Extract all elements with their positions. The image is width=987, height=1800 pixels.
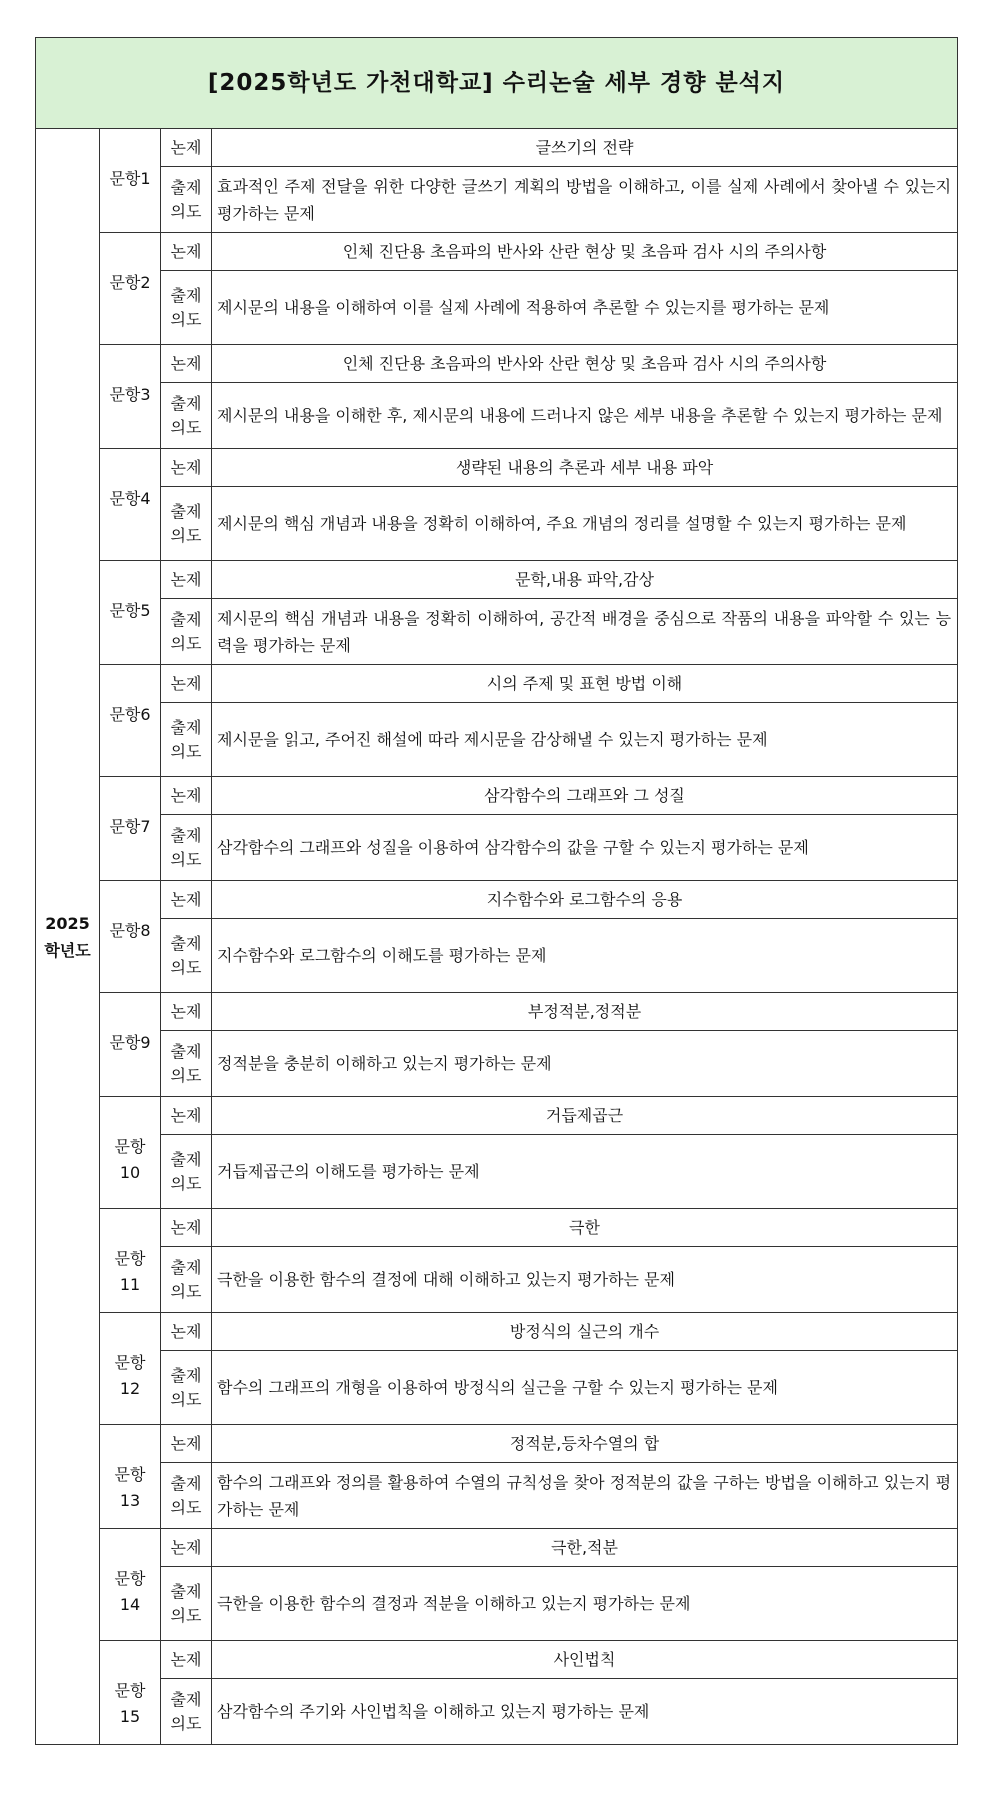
- item-label: [100, 1425, 161, 1529]
- intent-text: 함수의 그래프의 개형을 이용하여 방정식의 실근을 구할 수 있는지 평가하는 문제: [212, 1351, 958, 1425]
- topic-label: 논제: [161, 881, 212, 919]
- item-intent-row: [36, 919, 958, 993]
- intent-label-text: 출제: [170, 1473, 202, 1493]
- item-label-text: 문항7: [109, 817, 151, 836]
- intent-text: 제시문의 핵심 개념과 내용을 정확히 이해하여, 공간적 배경을 중심으로 작품의 내용을 파악할 수 있는 능력을 평가하는 문제: [212, 599, 958, 665]
- item-topic-row: [36, 1425, 958, 1463]
- intent-label-text: 의도: [170, 1389, 202, 1409]
- intent-label-text: 출제: [170, 177, 202, 197]
- item-label: [100, 1209, 161, 1313]
- topic-text: 극한,적분: [212, 1529, 958, 1567]
- item-intent-row: [36, 487, 958, 561]
- item-label-text: 10: [119, 1163, 141, 1182]
- intent-label-text: 출제: [170, 1041, 202, 1061]
- item-label: [100, 881, 161, 993]
- item-topic-row: [36, 881, 958, 919]
- item-label-text: 문항3: [109, 385, 151, 404]
- topic-label: 논제: [161, 129, 212, 167]
- intent-label-text: 출제: [170, 717, 202, 737]
- item-intent-row: [36, 1679, 958, 1745]
- item-label-text: 문항2: [109, 273, 151, 292]
- topic-label: 논제: [161, 665, 212, 703]
- intent-label: [161, 919, 212, 993]
- analysis-sheet: [35, 37, 957, 1745]
- item-label: [100, 561, 161, 665]
- intent-label-text: 출제: [170, 1149, 202, 1169]
- intent-label: [161, 1247, 212, 1313]
- item-label-text: 문항: [114, 1353, 146, 1372]
- item-label-text: 14: [119, 1595, 141, 1614]
- item-intent-row: [36, 1135, 958, 1209]
- intent-label-text: 의도: [170, 957, 202, 977]
- intent-label-text: 의도: [170, 849, 202, 869]
- item-topic-row: [36, 777, 958, 815]
- item-label: [100, 1529, 161, 1641]
- intent-label-text: 의도: [170, 1065, 202, 1085]
- intent-label: [161, 1031, 212, 1097]
- topic-label: 논제: [161, 561, 212, 599]
- topic-text: 시의 주제 및 표현 방법 이해: [212, 665, 958, 703]
- topic-text: 글쓰기의 전략: [212, 129, 958, 167]
- item-topic-row: [36, 129, 958, 167]
- intent-label: [161, 167, 212, 233]
- topic-text: 인체 진단용 초음파의 반사와 산란 현상 및 초음파 검사 시의 주의사항: [212, 233, 958, 271]
- intent-text: 효과적인 주제 전달을 위한 다양한 글쓰기 계획의 방법을 이해하고, 이를 실제 사례에서 찾아낼 수 있는지 평가하는 문제: [212, 167, 958, 233]
- topic-label: 논제: [161, 449, 212, 487]
- intent-text: 제시문의 핵심 개념과 내용을 정확히 이해하여, 주요 개념의 정리를 설명할 수 있는지 평가하는 문제: [212, 487, 958, 561]
- intent-label-text: 의도: [170, 1281, 202, 1301]
- intent-label: [161, 1463, 212, 1529]
- intent-label-text: 출제: [170, 1689, 202, 1709]
- item-intent-row: [36, 703, 958, 777]
- item-topic-row: [36, 345, 958, 383]
- item-topic-row: [36, 993, 958, 1031]
- item-topic-row: [36, 1097, 958, 1135]
- topic-label: 논제: [161, 233, 212, 271]
- item-label-text: 문항: [114, 1465, 146, 1484]
- item-label-text: 문항: [114, 1681, 146, 1700]
- topic-label: 논제: [161, 1529, 212, 1567]
- intent-text: 정적분을 충분히 이해하고 있는지 평가하는 문제: [212, 1031, 958, 1097]
- topic-text: 부정적분,정적분: [212, 993, 958, 1031]
- item-label-text: 문항: [114, 1249, 146, 1268]
- item-intent-row: [36, 1247, 958, 1313]
- intent-label-text: 출제: [170, 501, 202, 521]
- item-intent-row: [36, 1031, 958, 1097]
- intent-label-text: 출제: [170, 1365, 202, 1385]
- intent-label: [161, 1679, 212, 1745]
- intent-text: 거듭제곱근의 이해도를 평가하는 문제: [212, 1135, 958, 1209]
- item-intent-row: [36, 815, 958, 881]
- intent-label: [161, 383, 212, 449]
- item-label: [100, 1097, 161, 1209]
- intent-label-text: 의도: [170, 1173, 202, 1193]
- topic-text: 정적분,등차수열의 합: [212, 1425, 958, 1463]
- item-label: [100, 129, 161, 233]
- year-label: 2025: [45, 913, 90, 933]
- item-label: [100, 993, 161, 1097]
- intent-label-text: 의도: [170, 201, 202, 221]
- intent-label-text: 의도: [170, 1497, 202, 1517]
- topic-label: 논제: [161, 345, 212, 383]
- topic-label: 논제: [161, 1313, 212, 1351]
- topic-label: 논제: [161, 1425, 212, 1463]
- intent-label-text: 출제: [170, 285, 202, 305]
- topic-text: 문학,내용 파악,감상: [212, 561, 958, 599]
- topic-text: 인체 진단용 초음파의 반사와 산란 현상 및 초음파 검사 시의 주의사항: [212, 345, 958, 383]
- item-label-text: 문항1: [109, 169, 151, 188]
- item-topic-row: [36, 233, 958, 271]
- intent-label-text: 의도: [170, 525, 202, 545]
- item-label-text: 문항5: [109, 601, 151, 620]
- item-label-text: 문항: [114, 1137, 146, 1156]
- topic-text: 거듭제곱근: [212, 1097, 958, 1135]
- item-topic-row: [36, 1313, 958, 1351]
- item-label-text: 문항: [114, 1569, 146, 1588]
- item-label-text: 문항4: [109, 489, 151, 508]
- intent-label-text: 의도: [170, 1713, 202, 1733]
- item-label-text: 12: [119, 1379, 141, 1398]
- item-label: [100, 345, 161, 449]
- topic-text: 삼각함수의 그래프와 그 성질: [212, 777, 958, 815]
- intent-label: [161, 1567, 212, 1641]
- intent-label: [161, 1351, 212, 1425]
- topic-text: 사인법칙: [212, 1641, 958, 1679]
- item-topic-row: [36, 1641, 958, 1679]
- intent-label-text: 의도: [170, 633, 202, 653]
- topic-text: 방정식의 실근의 개수: [212, 1313, 958, 1351]
- intent-label-text: 의도: [170, 417, 202, 437]
- item-label-text: 문항8: [109, 921, 151, 940]
- intent-label: [161, 815, 212, 881]
- intent-label: [161, 599, 212, 665]
- intent-text: 지수함수와 로그함수의 이해도를 평가하는 문제: [212, 919, 958, 993]
- item-topic-row: [36, 561, 958, 599]
- analysis-table: [35, 37, 958, 1745]
- topic-label: 논제: [161, 1641, 212, 1679]
- intent-label: [161, 271, 212, 345]
- intent-label-text: 출제: [170, 1257, 202, 1277]
- intent-label: [161, 703, 212, 777]
- item-label-text: 문항6: [109, 705, 151, 724]
- topic-label: 논제: [161, 1097, 212, 1135]
- intent-text: 함수의 그래프와 정의를 활용하여 수열의 규칙성을 찾아 정적분의 값을 구하는 방법을 이해하고 있는지 평가하는 문제: [212, 1463, 958, 1529]
- item-label: [100, 1641, 161, 1745]
- item-label-text: 13: [119, 1491, 141, 1510]
- item-intent-row: [36, 167, 958, 233]
- intent-label-text: 출제: [170, 825, 202, 845]
- intent-label-text: 출제: [170, 393, 202, 413]
- item-label: [100, 665, 161, 777]
- intent-label-text: 출제: [170, 1581, 202, 1601]
- intent-label: [161, 1135, 212, 1209]
- intent-text: 제시문을 읽고, 주어진 해설에 따라 제시문을 감상해낼 수 있는지 평가하는 문제: [212, 703, 958, 777]
- topic-text: 생략된 내용의 추론과 세부 내용 파악: [212, 449, 958, 487]
- intent-label-text: 출제: [170, 609, 202, 629]
- topic-label: 논제: [161, 1209, 212, 1247]
- intent-text: 극한을 이용한 함수의 결정에 대해 이해하고 있는지 평가하는 문제: [212, 1247, 958, 1313]
- item-label-text: 11: [119, 1275, 141, 1294]
- intent-label-text: 의도: [170, 1605, 202, 1625]
- item-topic-row: [36, 665, 958, 703]
- intent-text: 제시문의 내용을 이해한 후, 제시문의 내용에 드러나지 않은 세부 내용을 추론할 수 있는지 평가하는 문제: [212, 383, 958, 449]
- item-topic-row: [36, 449, 958, 487]
- item-label: [100, 449, 161, 561]
- item-label-text: 15: [119, 1707, 141, 1726]
- intent-text: 삼각함수의 주기와 사인법칙을 이해하고 있는지 평가하는 문제: [212, 1679, 958, 1745]
- title-row: [36, 38, 958, 129]
- item-intent-row: [36, 1463, 958, 1529]
- intent-label-text: 의도: [170, 741, 202, 761]
- item-intent-row: [36, 1567, 958, 1641]
- year-cell: [36, 129, 100, 1745]
- intent-text: 제시문의 내용을 이해하여 이를 실제 사례에 적용하여 추론할 수 있는지를 평가하는 문제: [212, 271, 958, 345]
- intent-text: 삼각함수의 그래프와 성질을 이용하여 삼각함수의 값을 구할 수 있는지 평가하는 문제: [212, 815, 958, 881]
- topic-label: 논제: [161, 993, 212, 1031]
- topic-text: 극한: [212, 1209, 958, 1247]
- intent-label-text: 의도: [170, 309, 202, 329]
- item-label: [100, 777, 161, 881]
- item-label: [100, 233, 161, 345]
- topic-text: 지수함수와 로그함수의 응용: [212, 881, 958, 919]
- item-topic-row: [36, 1529, 958, 1567]
- item-intent-row: [36, 383, 958, 449]
- topic-label: 논제: [161, 777, 212, 815]
- intent-label: [161, 487, 212, 561]
- item-topic-row: [36, 1209, 958, 1247]
- item-label-text: 문항9: [109, 1033, 151, 1052]
- item-intent-row: [36, 271, 958, 345]
- item-label: [100, 1313, 161, 1425]
- item-intent-row: [36, 1351, 958, 1425]
- intent-label-text: 출제: [170, 933, 202, 953]
- intent-text: 극한을 이용한 함수의 결정과 적분을 이해하고 있는지 평가하는 문제: [212, 1567, 958, 1641]
- page-title: [2025학년도 가천대학교] 수리논술 세부 경향 분석지: [36, 38, 958, 129]
- item-intent-row: [36, 599, 958, 665]
- year-label: 학년도: [44, 940, 91, 960]
